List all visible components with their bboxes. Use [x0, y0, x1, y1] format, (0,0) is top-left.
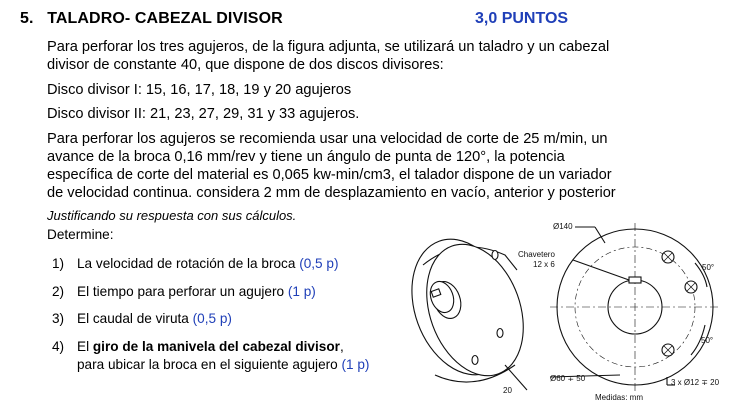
outer-diameter-label: Ø140: [553, 222, 573, 231]
question-4-text-bold: giro de la manivela del cabezal divisor: [92, 339, 340, 354]
para-line-1: Para perforar los agujeros se recomienda usar una velocidad de corte de 25 m/min, un: [47, 131, 608, 147]
question-1-text: La velocidad de rotación de la broca: [77, 256, 300, 271]
keyway-label-line1: Chavetero: [518, 250, 555, 259]
holes-dimension-label: 3 x Ø12 ∓ 20: [671, 378, 720, 387]
angle-top-label: 50°: [702, 263, 715, 272]
keyway-label-line2: 12 x 6: [533, 260, 555, 269]
hub-dimension-label: Ø60 ∓ 50: [550, 374, 586, 383]
disc-1-line: Disco divisor I: 15, 16, 17, 18, 19 y 20 agujeros: [47, 82, 352, 98]
question-2: [52, 283, 316, 301]
question-1: [52, 255, 338, 273]
question-4-score: (1 p): [341, 357, 370, 372]
question-4-number: 4): [52, 339, 65, 354]
question-3-text: El caudal de viruta: [77, 311, 193, 326]
question-2-number: 2): [52, 284, 65, 299]
intro-line-1: Para perforar los tres agujeros, de la figura adjunta, se utilizará un taladro y un cabezal: [47, 39, 610, 55]
determine-label: Determine:: [47, 227, 114, 242]
para-line-3: específica de corte del material es 0,065 kw-min/cm3, el talador dispone de un variador: [47, 167, 612, 183]
disc-2-line: Disco divisor II: 21, 23, 27, 29, 31 y 33 agujeros.: [47, 106, 360, 122]
units-label: Medidas: mm: [595, 393, 644, 402]
question-1-number: 1): [52, 256, 65, 271]
question-title-text: TALADRO- CABEZAL DIVISOR: [47, 10, 283, 27]
question-1-score: (0,5 p): [299, 256, 339, 271]
question-4-line-2-text: para ubicar la broca en el siguiente agujero: [77, 357, 342, 372]
points-label: 3,0 PUNTOS: [475, 10, 569, 27]
question-title: [20, 10, 283, 28]
justify-note: Justificando su respuesta con sus cálculos.: [47, 208, 297, 223]
question-number: 5.: [20, 10, 34, 27]
question-3-number: 3): [52, 311, 65, 326]
question-4-line-2: [77, 356, 369, 374]
question-2-text: El tiempo para perforar un agujero: [77, 284, 288, 299]
intro-line-2: divisor de constante 40, que dispone de dos discos divisores:: [47, 57, 444, 73]
technical-drawing: [405, 215, 735, 405]
question-3-score: (0,5 p): [192, 311, 232, 326]
para-line-2: avance de la broca 0,16 mm/rev y tiene un ángulo de punta de 120°, la potencia: [47, 149, 565, 165]
front-view: [550, 223, 721, 391]
thickness-dimension: 20: [503, 386, 512, 395]
angle-bottom-label: 50°: [701, 336, 714, 345]
question-3: [52, 310, 232, 328]
question-4-text-post: ,: [339, 339, 344, 354]
question-4-text-pre: El: [77, 339, 93, 354]
para-line-4: de velocidad continua. considera 2 mm de desplazamiento en vacío, anterior y posterior: [47, 185, 616, 201]
question-4: [52, 338, 344, 356]
question-2-score: (1 p): [287, 284, 316, 299]
